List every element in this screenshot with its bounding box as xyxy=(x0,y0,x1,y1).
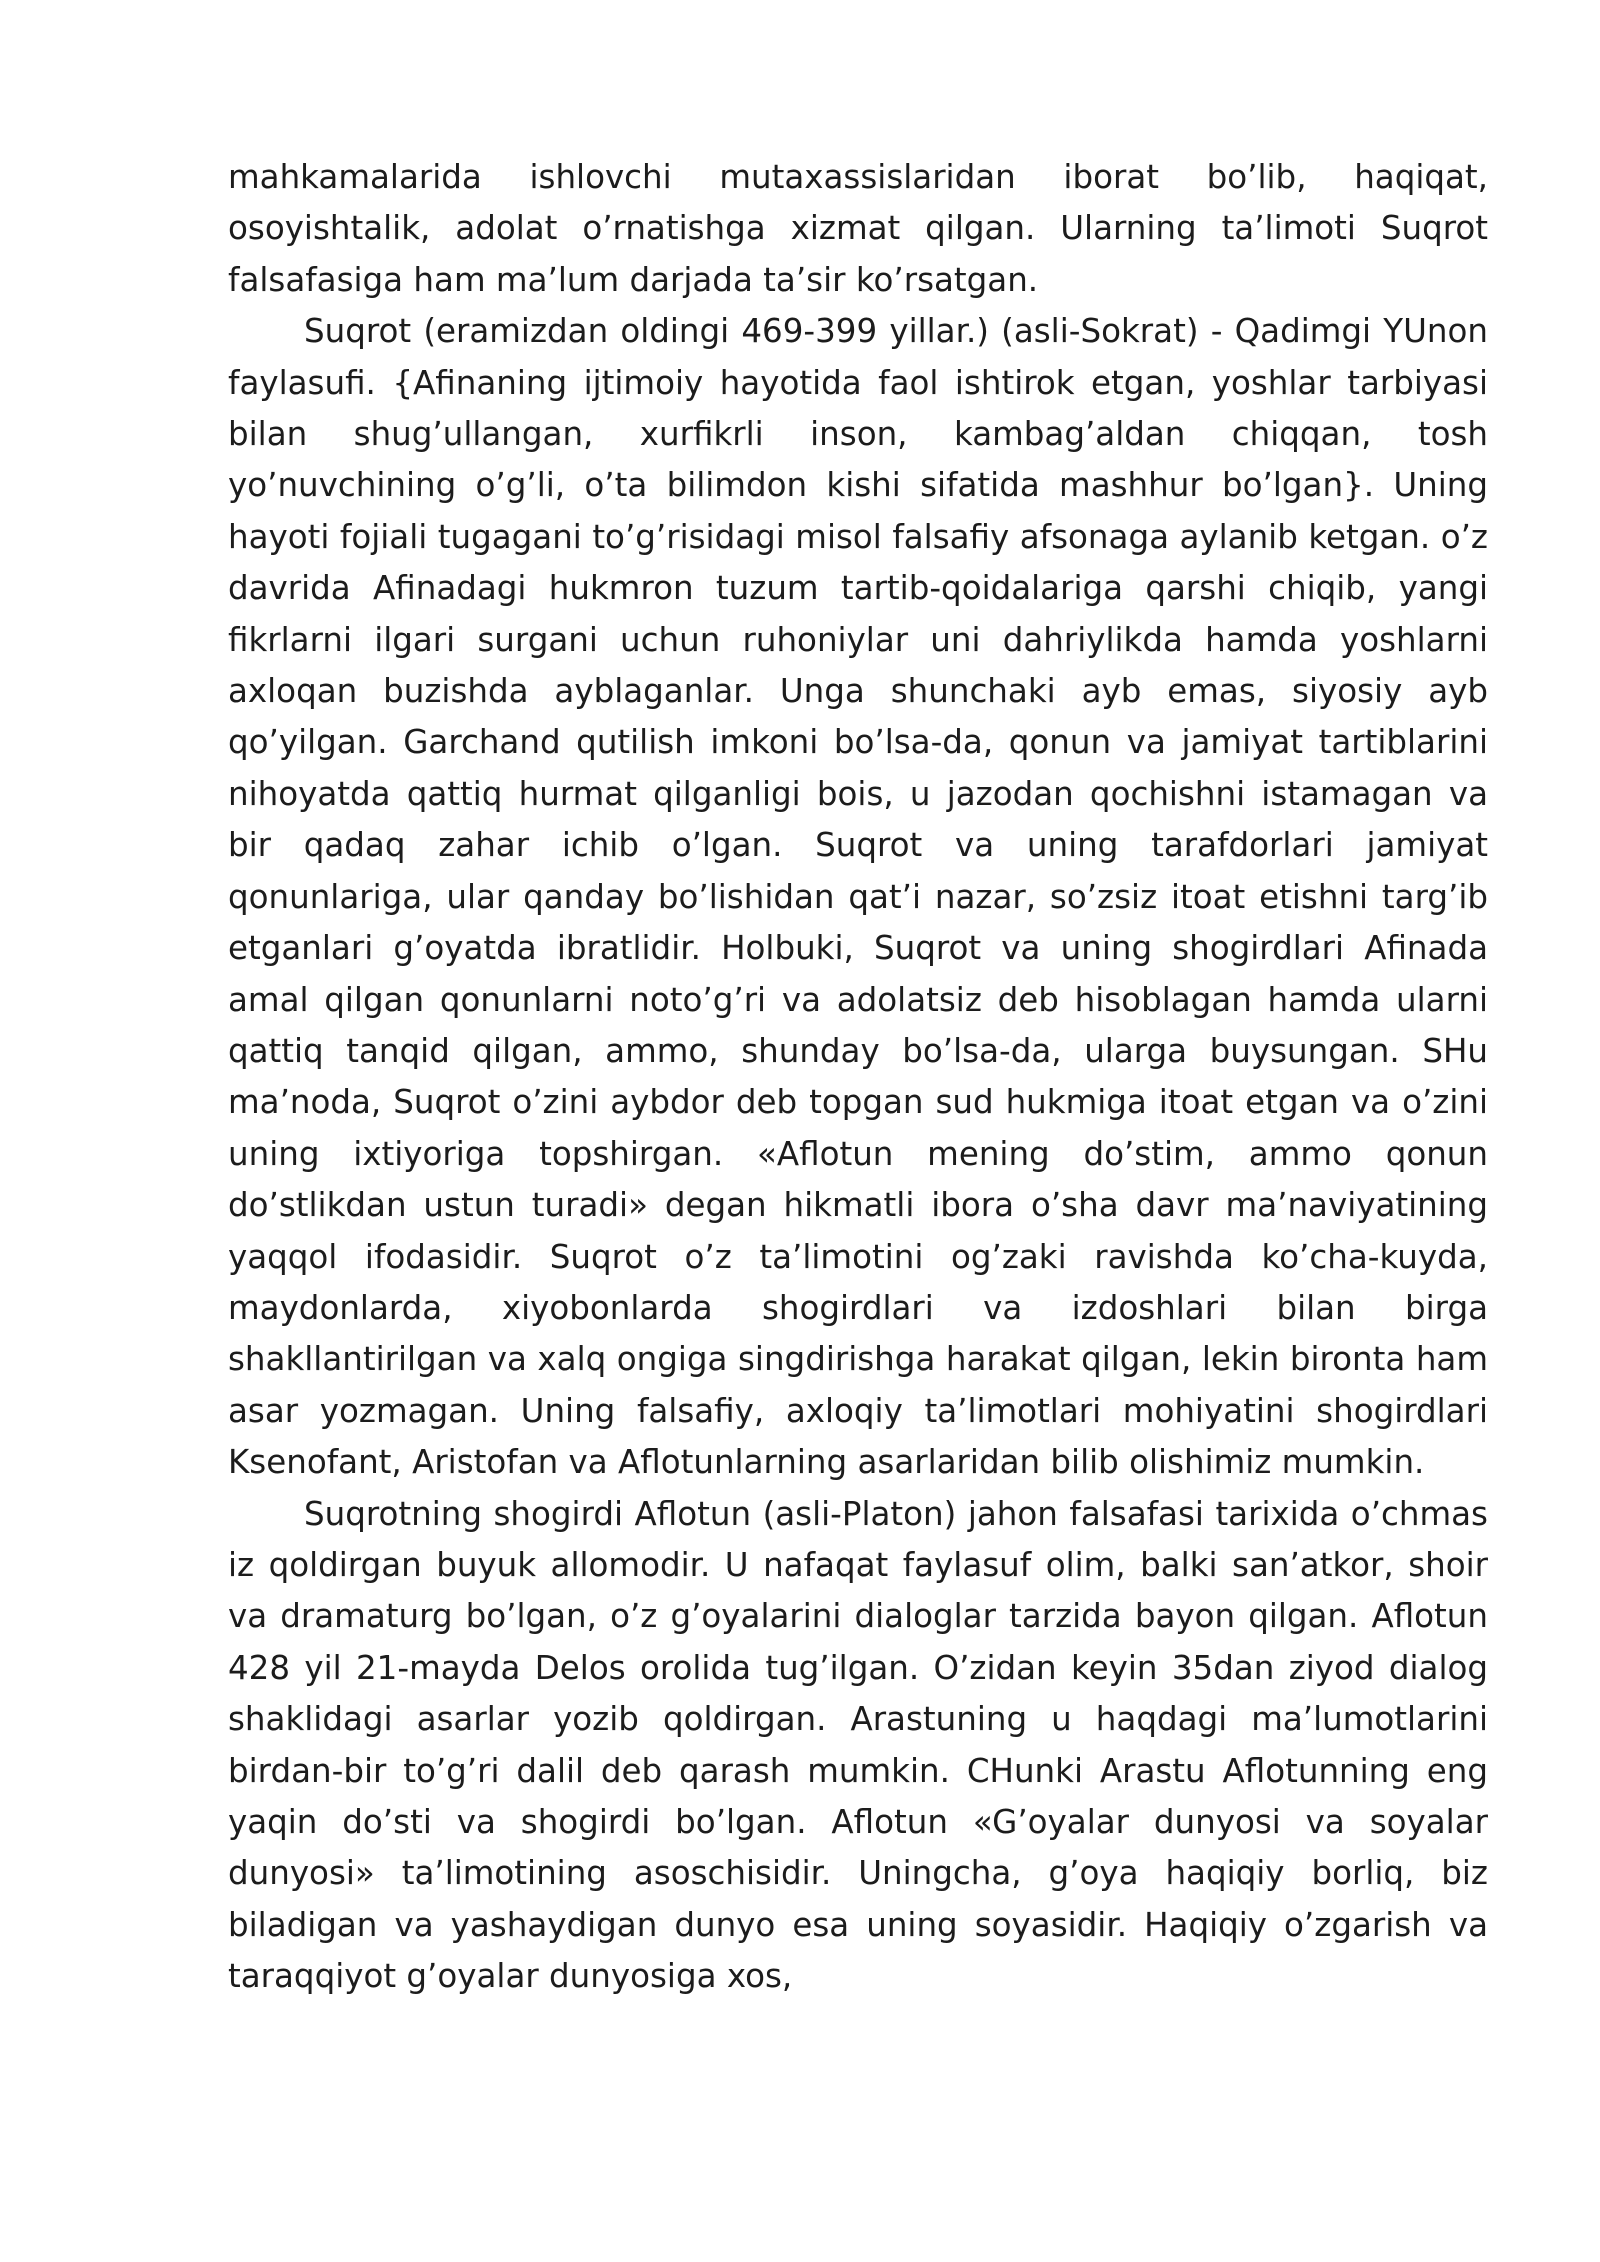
paragraph-2: Suqrot (eramizdan oldingi 469-399 yillar.) (asli-Sokrat) - Qadimgi YUnon faylasufi. {Afinaning ijtimoiy hayotida faol ishtirok etgan, yoshlar tarbiyasi bilan shug’ullangan, xurfikrli inson, kambag’aldan chiqqan, tosh yo’nuvchining o’g’li, o’ta bilimdon kishi sifatida mashhur bo’lgan}. Uning hayoti fojiali tugagani to’g’risidagi misol falsafiy afsonaga aylanib ketgan. o’z davrida Afinadagi hukmron tuzum tartib-qoidalariga qarshi chiqib, yangi fikrlarni ilgari surgani uchun ruhoniylar uni dahriylikda hamda yoshlarni axloqan buzishda ayblaganlar. Unga shunchaki ayb emas, siyosiy ayb qo’yilgan. Garchand qutilish imkoni bo’lsa-da, qonun va jamiyat tartiblarini nihoyatda qattiq hurmat qilganligi bois, u jazodan qochishni istamagan va bir qadaq zahar ichib o’lgan. Suqrot va uning tarafdorlari jamiyat qonunlariga, ular qanday bo’lishidan qat’i nazar, so’zsiz itoat etishni targ’ib etganlari g’oyatda ibratlidir. Holbuki, Suqrot va uning shogirdlari Afinada amal qilgan qonunlarni noto’g’ri va adolatsiz deb hisoblagan hamda ularni qattiq tanqid qilgan, ammo, shunday bo’lsa-da, ularga buysungan. SHu ma’noda, Suqrot o’zini aybdor deb topgan sud hukmiga itoat etgan va o’zini uning ixtiyoriga topshirgan. «Aflotun mening do’stim, ammo qonun do’stlikdan ustun turadi» degan hikmatli ibora o’sha davr ma’naviyatining yaqqol ifodasidir. Suqrot o’z ta’limotini og’zaki ravishda ko’cha-kuyda, maydonlarda, xiyobonlarda shogirdlari va izdoshlari bilan birga shakllantirilgan va xalq ongiga singdirishga harakat qilgan, lekin bironta ham asar yozmagan. Uning falsafiy, axloqiy ta’limotlari mohiyatini shogirdlari Ksenofant, Aristofan va Aflotunlarning asarlaridan bilib olishimiz mumkin. xyxy=(228,312,1488,1482)
paragraph-1: mahkamalarida ishlovchi mutaxassislaridan iborat bo’lib, haqiqat, osoyishtalik, adolat o’rnatishga xizmat qilgan. Ularning ta’limoti Suqrot falsafasiga ham ma’lum darjada ta’sir ko’rsatgan. xyxy=(228,158,1488,299)
paragraph-3: Suqrotning shogirdi Aflotun (asli-Platon) jahon falsafasi tarixida o’chmas iz qoldirgan buyuk allomodir. U nafaqat faylasuf olim, balki san’atkor, shoir va dramaturg bo’lgan, o’z g’oyalarini dialoglar tarzida bayon qilgan. Aflotun 428 yil 21-mayda Delos orolida tug’ilgan. O’zidan keyin 35dan ziyod dialog shaklidagi asarlar yozib qoldirgan. Arastuning u haqdagi ma’lumotlarini birdan-bir to’g’ri dalil deb qarash mumkin. CHunki Arastu Aflotunning eng yaqin do’sti va shogirdi bo’lgan. Aflotun «G’oyalar dunyosi va soyalar dunyosi» ta’limotining asoschisidir. Uningcha, g’oya haqiqiy borliq, biz biladigan va yashaydigan dunyo esa uning soyasidir. Haqiqiy o’zgarish va taraqqiyot g’oyalar dunyosiga xos, xyxy=(228,1494,1488,1996)
document-page xyxy=(228,152,1488,2003)
